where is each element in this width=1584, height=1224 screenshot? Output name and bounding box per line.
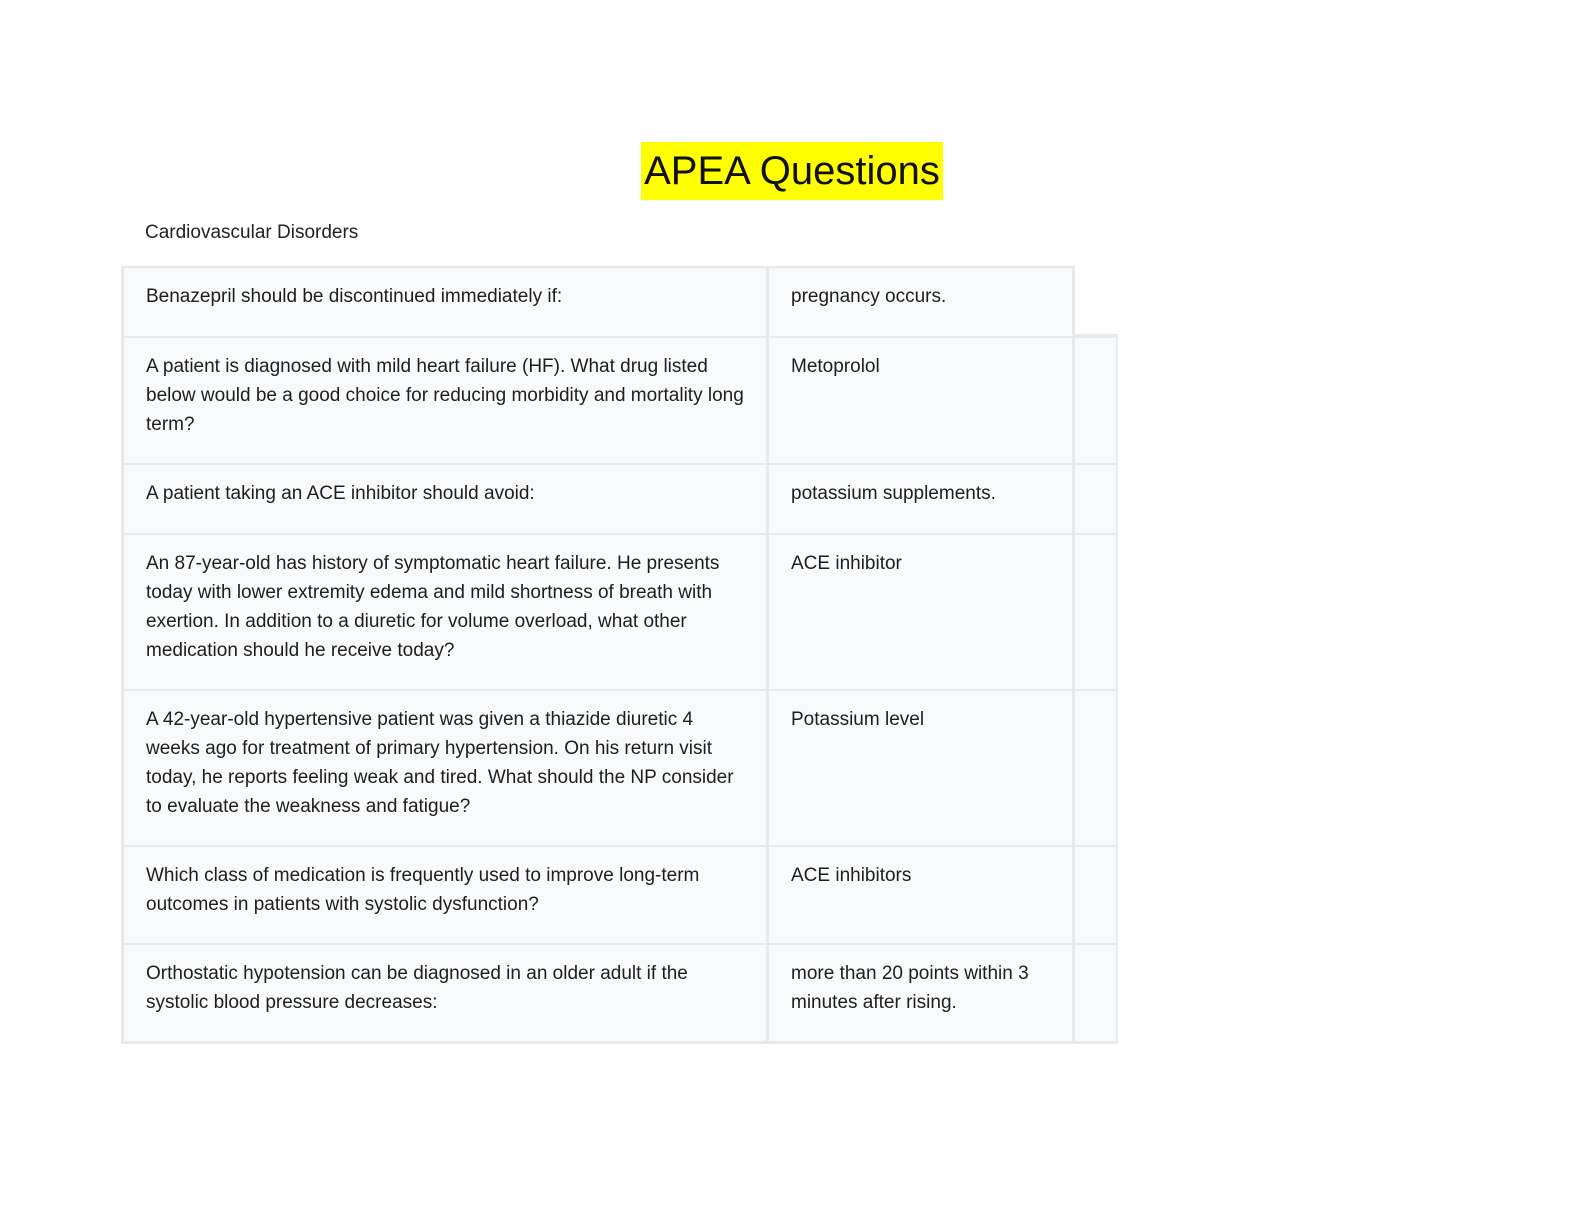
answer-cell: potassium supplements. xyxy=(766,463,1072,533)
title-container xyxy=(0,142,1584,200)
table-row xyxy=(121,943,1118,1044)
question-cell: Orthostatic hypotension can be diagnosed in an older adult if the systolic blood pressure decreases: xyxy=(121,943,766,1044)
qa-table xyxy=(121,266,1118,1044)
question-cell: A patient taking an ACE inhibitor should avoid: xyxy=(121,463,766,533)
table-row xyxy=(121,463,1118,533)
table-row xyxy=(121,266,1118,336)
table-row xyxy=(121,689,1118,845)
empty-cell xyxy=(1072,689,1118,845)
question-cell: A 42-year-old hypertensive patient was given a thiazide diuretic 4 weeks ago for treatment of primary hypertension. On his return visit today, he reports feeling weak and tired. What should the NP consider to evaluate the weakness and fatigue? xyxy=(121,689,766,845)
empty-cell xyxy=(1072,463,1118,533)
answer-cell: more than 20 points within 3 minutes after rising. xyxy=(766,943,1072,1044)
answer-cell: Potassium level xyxy=(766,689,1072,845)
answer-cell: ACE inhibitors xyxy=(766,845,1072,943)
question-cell: An 87-year-old has history of symptomatic heart failure. He presents today with lower extremity edema and mild shortness of breath with exertion. In addition to a diuretic for volume overload, what other medication should he receive today? xyxy=(121,533,766,689)
table-row xyxy=(121,533,1118,689)
page-title: APEA Questions xyxy=(641,142,943,200)
answer-cell: pregnancy occurs. xyxy=(766,266,1072,336)
answer-cell: ACE inhibitor xyxy=(766,533,1072,689)
question-cell: Which class of medication is frequently used to improve long-term outcomes in patients with systolic dysfunction? xyxy=(121,845,766,943)
empty-cell xyxy=(1072,266,1118,336)
empty-cell xyxy=(1072,336,1118,463)
empty-cell xyxy=(1072,845,1118,943)
section-heading: Cardiovascular Disorders xyxy=(145,222,359,243)
table-row xyxy=(121,845,1118,943)
empty-cell xyxy=(1072,533,1118,689)
answer-cell: Metoprolol xyxy=(766,336,1072,463)
table-row xyxy=(121,336,1118,463)
empty-cell xyxy=(1072,943,1118,1044)
question-cell: Benazepril should be discontinued immediately if: xyxy=(121,266,766,336)
question-cell: A patient is diagnosed with mild heart failure (HF). What drug listed below would be a good choice for reducing morbidity and mortality long term? xyxy=(121,336,766,463)
